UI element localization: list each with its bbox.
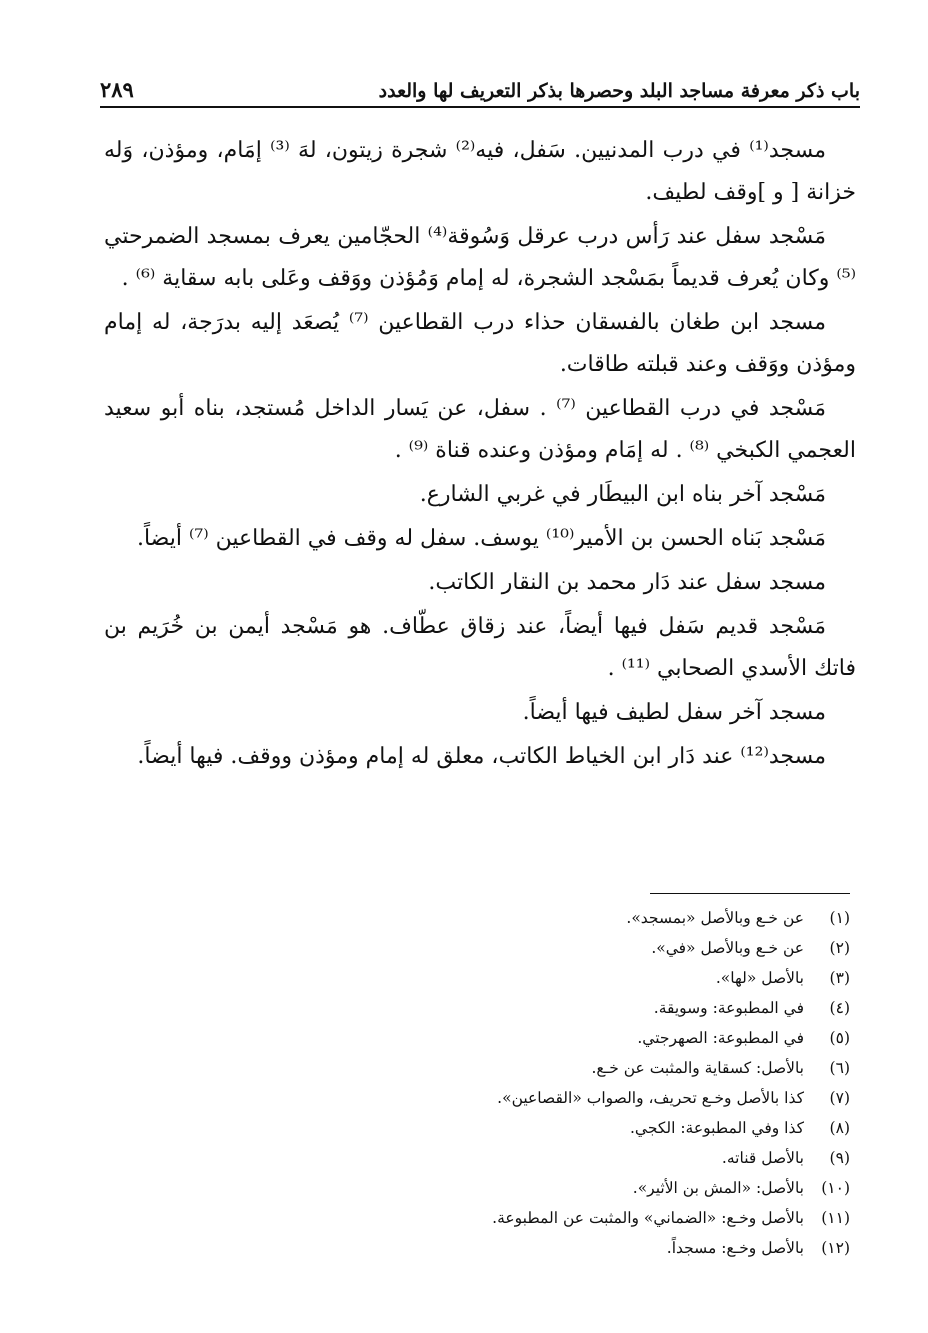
footnote-number: (٢): [829, 939, 850, 957]
footnote-text: بالأصل قناته.: [721, 1149, 804, 1167]
footnote-number: (٦): [829, 1059, 850, 1077]
footnote-text: في المطبوعة: الصهرجتي.: [637, 1029, 804, 1047]
paragraph: مَسْجد في درب القطاعين ⁽⁷⁾ . سفل، عن يَسار الداخل مُستجد، بناه أبو سعيد العجمي الكبخي ⁽⁸⁾ . له إمَام ومؤذن وعنده قناة ⁽⁹⁾ .: [104, 396, 856, 463]
footnote-number: (١١): [821, 1209, 850, 1227]
footnote-item: [380, 1143, 850, 1173]
footnote-text: بالأصل: «المش بن الأثير».: [632, 1179, 804, 1197]
footnote-item: [380, 963, 850, 993]
footnote-number: (٧): [829, 1089, 850, 1107]
footnote-item: [380, 1023, 850, 1053]
footnote-number: (١): [829, 909, 850, 927]
paragraph: مَسْجد سفل عند رَأس درب عرقل وَسُوقة⁽⁴⁾ الحجّامين يعرف بمسجد الضمرحتي ⁽⁵⁾ وكان يُعرف قديماً بمَسْجد الشجرة، له إمام وَمُؤذن ووَقف وعَلى بابه سقاية ⁽⁶⁾ .: [104, 224, 856, 291]
page-header: [100, 68, 860, 108]
footnote-number: (٩): [829, 1149, 850, 1167]
paragraph: مَسْجد آخر بناه ابن البيطَار في غربي الشارع.: [419, 482, 826, 507]
footnote-number: (٨): [829, 1119, 850, 1137]
footnote-item: [380, 903, 850, 933]
footnote-text: كذا وفي المطبوعة: الكجي.: [629, 1119, 804, 1137]
paragraph: مسجد ابن طغان بالفسقان حذاء درب القطاعين ⁽⁷⁾ يُصعَد إليه بدرَجة، له إمام ومؤذن ووَقف وعند قبلته طاقات.: [104, 310, 856, 377]
footnote-number: (٤): [829, 999, 850, 1017]
footnote-number: (١٠): [821, 1179, 850, 1197]
footnote-number: (٥): [829, 1029, 850, 1047]
footnote-item: [380, 933, 850, 963]
paragraph: مسجد آخر سفل لطيف فيها أيضاً.: [522, 700, 826, 725]
running-title: باب ذكر معرفة مساجد البلد وحصرها بذكر التعريف لها والعدد: [378, 80, 860, 102]
footnote-item: [380, 1083, 850, 1113]
footnotes: [380, 903, 850, 1263]
footnote-item: [380, 1233, 850, 1263]
paragraph: مَسْجد بَناه الحسن بن الأمير⁽¹⁰⁾ يوسف. سفل له وقف في القطاعين ⁽⁷⁾ أيضاً.: [136, 526, 826, 551]
paragraph: مسجد سفل عند دَار محمد بن النقار الكاتب.: [428, 570, 826, 595]
paragraph: مسجد⁽¹²⁾ عند دَار ابن الخياط الكاتب، معلق له إمام ومؤذن ووقف. فيها أيضاً.: [137, 744, 826, 769]
footnote-text: عن خـع وبالأصل «في».: [651, 939, 804, 957]
footnote-item: [380, 1203, 850, 1233]
main-text: [104, 130, 856, 780]
footnote-text: عن خـع وبالأصل «بمسجد».: [626, 909, 804, 927]
footnote-item: [380, 1173, 850, 1203]
page-number: ٢٨٩: [100, 77, 134, 102]
footnote-item: [380, 993, 850, 1023]
footnote-text: بالأصل وخـع: مسجداً.: [666, 1239, 804, 1257]
footnote-text: في المطبوعة: وسويقة.: [653, 999, 804, 1017]
footnote-item: [380, 1053, 850, 1083]
footnote-divider: [650, 893, 850, 894]
footnote-text: بالأصل «لها».: [715, 969, 804, 987]
footnote-text: كذا بالأصل وخـع تحريف، والصواب «القصاعين».: [497, 1089, 804, 1107]
footnote-text: بالأصل وخـع: «الضماني» والمثبت عن المطبوعة.: [492, 1209, 804, 1227]
paragraph: مسجد⁽¹⁾ في درب المدنيين. سَفل، فيه⁽²⁾ شجرة زيتون، لهَ ⁽³⁾ إمَام، ومؤذن، وَله خزانة [ و ]وقف لطيف.: [104, 138, 856, 205]
paragraph: مَسْجد قديم سَفل فيها أيضاً، عند زقاق عطّاف. هو مَسْجد أيمن بن خُرَيم بن فاتك الأسدي الصحابي ⁽¹¹⁾ .: [104, 614, 856, 681]
footnote-number: (١٢): [821, 1239, 850, 1257]
footnote-number: (٣): [829, 969, 850, 987]
footnote-item: [380, 1113, 850, 1143]
footnote-text: بالأصل: كسقاية والمثبت عن خـع.: [591, 1059, 804, 1077]
